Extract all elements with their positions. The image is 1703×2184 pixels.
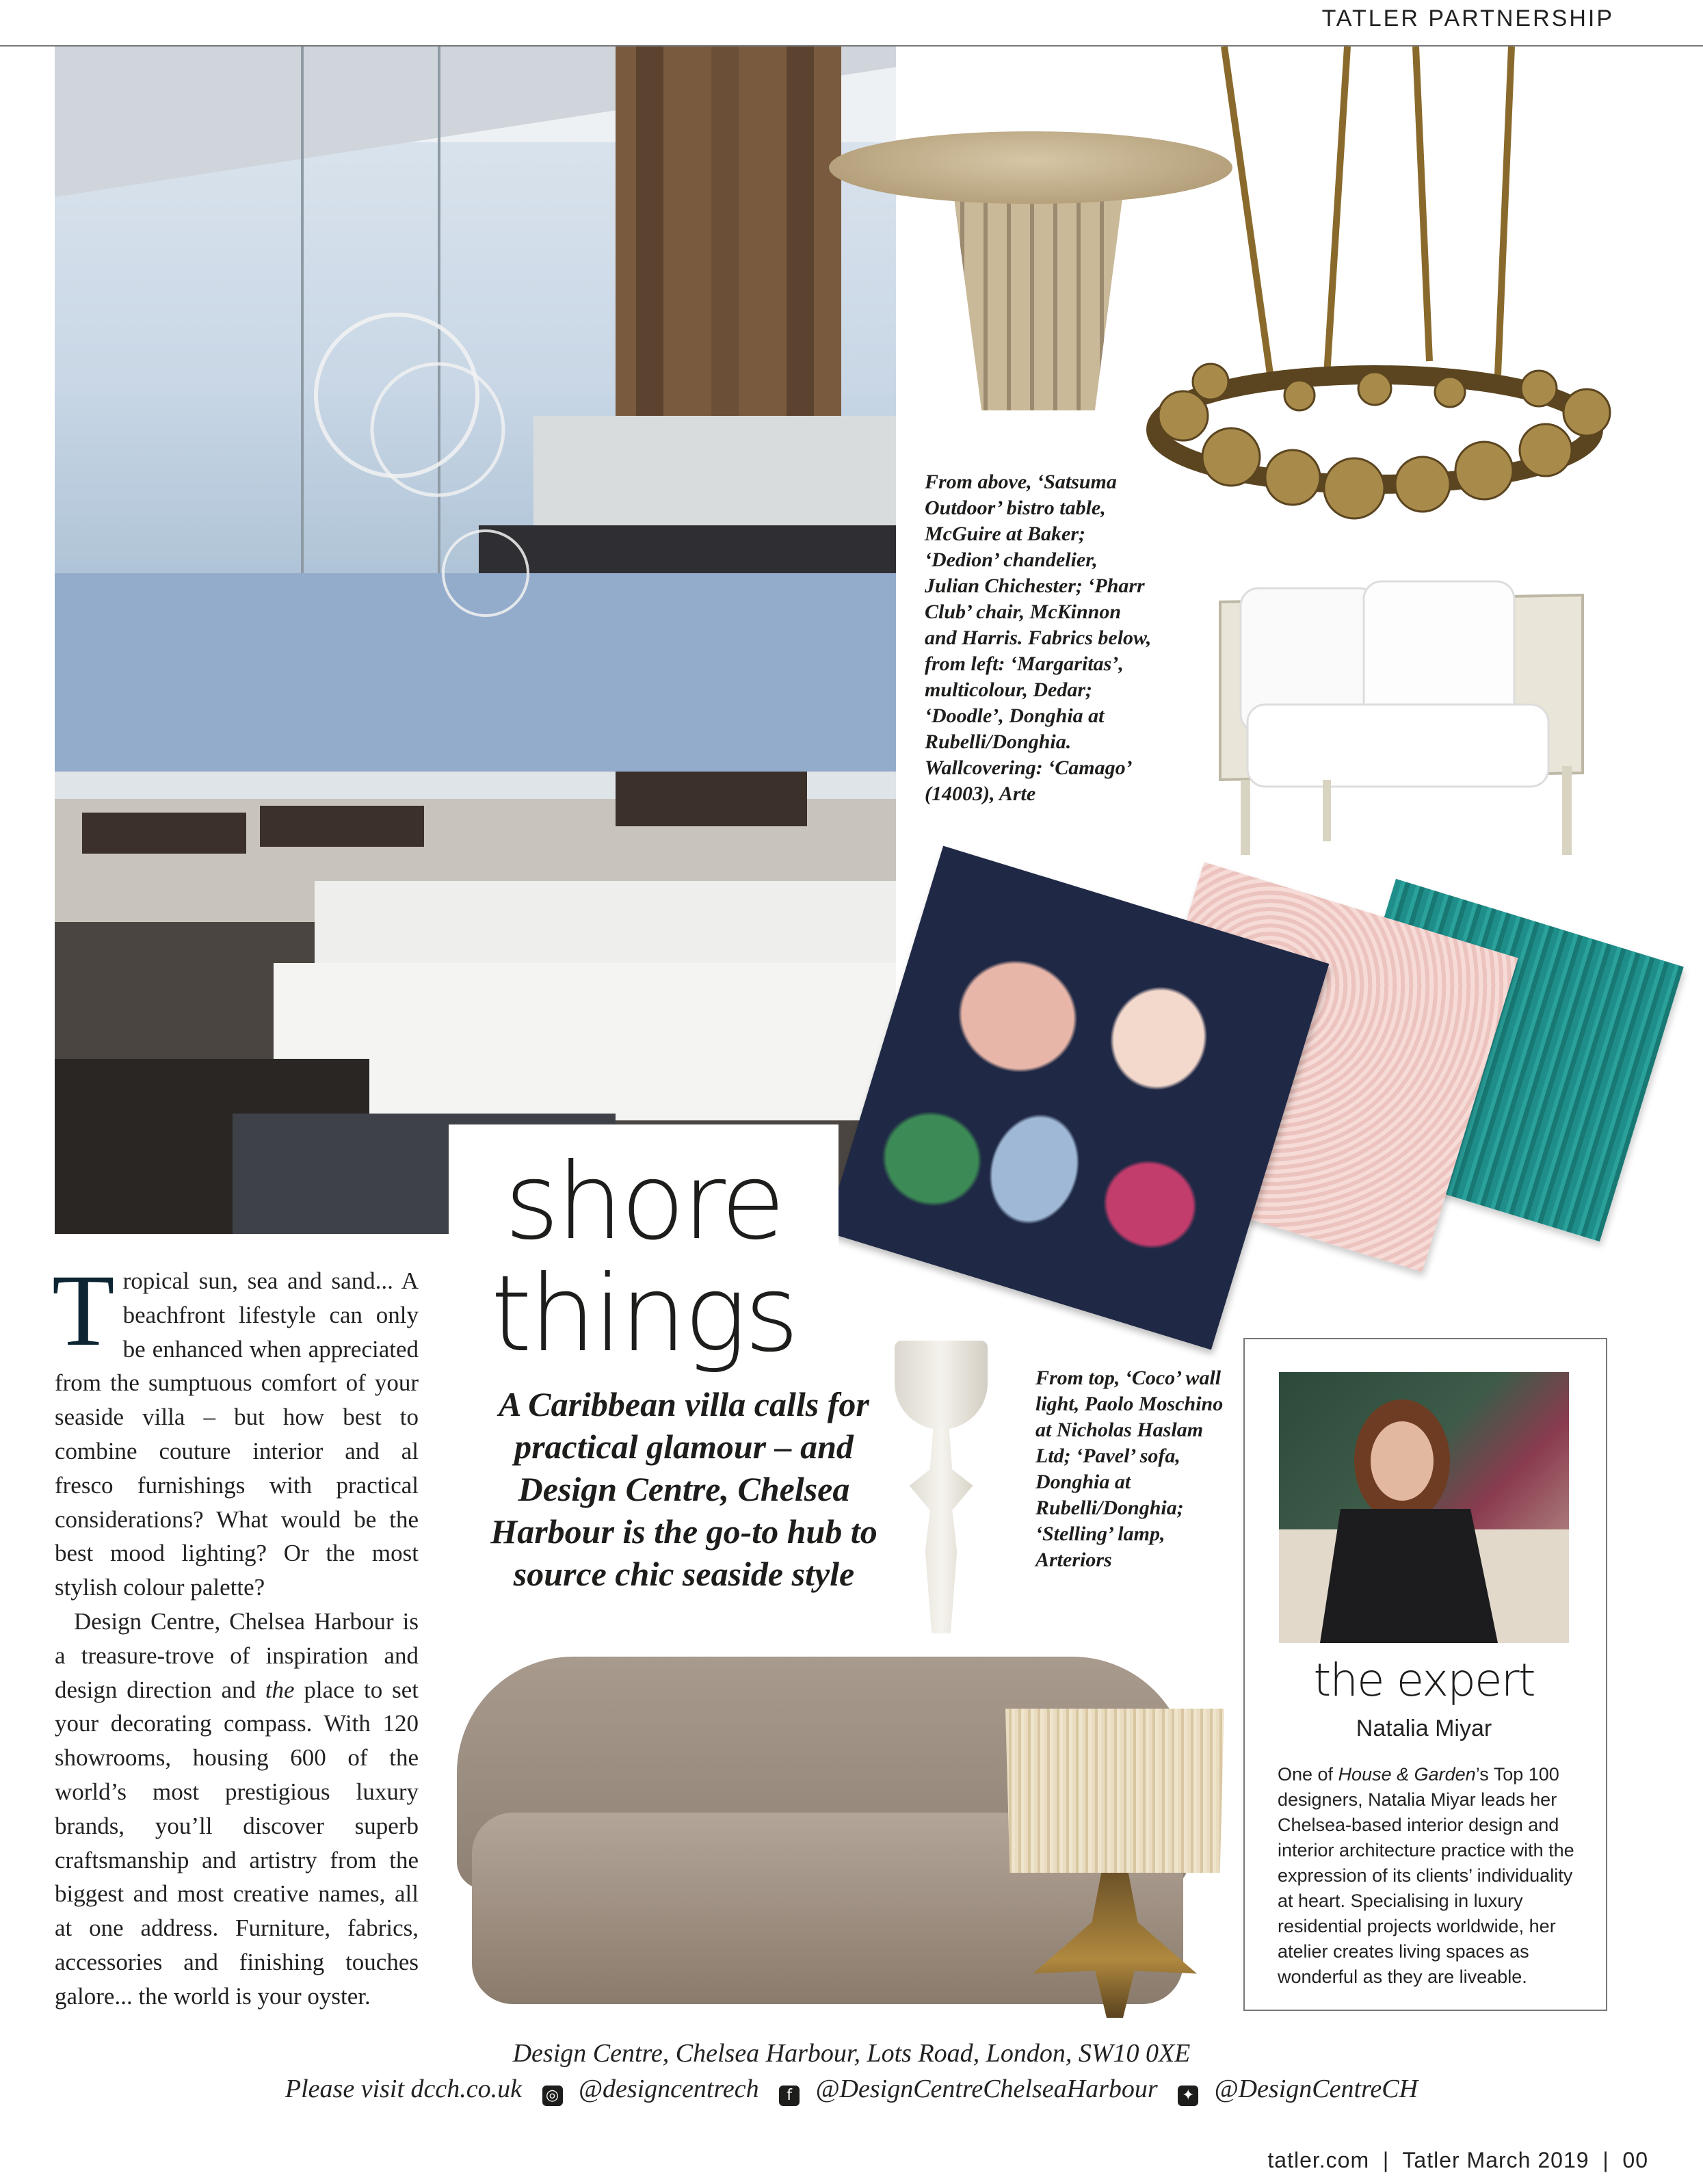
instagram-handle[interactable]: @designcentrech — [579, 2075, 759, 2103]
expert-bio — [1278, 1762, 1592, 1990]
drop-cap: T — [52, 1254, 115, 1367]
expert-bio-publication: House & Garden — [1338, 1764, 1476, 1785]
body-paragraph-1 — [52, 1254, 419, 1605]
title-line-2: things — [490, 1253, 797, 1376]
page-footer — [1267, 2148, 1648, 2173]
twitter-handle[interactable]: @DesignCentreCH — [1214, 2075, 1418, 2103]
lamp-shade — [1005, 1709, 1224, 1873]
article-title — [449, 1124, 839, 1376]
facebook-icon: f — [779, 2086, 800, 2106]
wall-light-shade — [895, 1341, 988, 1430]
product-caption-above: From above, ‘Satsuma Outdoor’ bistro table, McGuire at Baker; ‘Dedion’ chandelier, Julian Chichester; ‘Pharr Club’ chair, McKinnon and Harris. Fabrics below, from left: ‘Margaritas’, multicolour, Dedar; ‘Doodle’, Donghia at Rubelli/Donghia. Wallcovering: ‘Camago’ (14003), Arte — [925, 471, 1152, 805]
visit-website-link[interactable]: Please visit dcch.co.uk — [285, 2075, 522, 2103]
footer-site: tatler.com — [1267, 2148, 1370, 2172]
instagram-icon: ◎ — [542, 2086, 563, 2106]
partnership-header: TATLER PARTNERSHIP — [1321, 5, 1614, 31]
footer-divider-2: | — [1596, 2148, 1616, 2172]
paragraph-2-text-a: Design Centre, Chelsea Harbour is a treasure-trove of inspiration and design direction and — [55, 1607, 419, 1703]
wall-light-body — [901, 1428, 981, 1633]
club-chair-photo — [1200, 575, 1603, 862]
chandelier-photo — [1128, 47, 1628, 525]
paragraph-2-emphasis: the — [265, 1676, 295, 1703]
chandelier-graphic — [1128, 47, 1628, 525]
article-body — [52, 1254, 419, 2014]
footer-divider: | — [1376, 2148, 1397, 2172]
paragraph-1-text: ropical sun, sea and sand... A beachfront lifestyle can only be enhanced when appreciated from the sumptuous comfort of your seaside villa – but how best to combine couture interior and al fresco furnishings with practical considerations? What would be the best mood lighting? Or the most stylish colour palette? — [55, 1267, 419, 1601]
expert-bio-b: ’s Top 100 designers, Natalia Miyar leads her Chelsea-based interior design and interior architecture practice with the expression of its clients’ individuality at heart. Specialising in luxury residential projects worldwide, her atelier creates living spaces as wonderful as they are liveable. — [1278, 1764, 1574, 1987]
expert-name: Natalia Miyar — [1356, 1715, 1492, 1741]
page-number: 00 — [1622, 2148, 1648, 2172]
title-line-1: shore — [504, 1141, 783, 1263]
article-standfirst: A Caribbean villa calls for practical glamour – and Design Centre, Chelsea Harbour is the go-to hub to source chic seaside style — [490, 1385, 877, 1593]
villa-scene — [55, 47, 896, 1234]
footer-address: Design Centre, Chelsea Harbour, Lots Road, London, SW10 0XE — [512, 2039, 1191, 2068]
villa-interior-photo — [55, 47, 896, 1234]
bistro-table-base — [937, 192, 1139, 410]
expert-portrait-photo — [1279, 1372, 1569, 1643]
body-paragraph-2 — [55, 1605, 419, 2014]
product-caption-top: From top, ‘Coco’ wall light, Paolo Moschino at Nicholas Haslam Ltd; ‘Pavel’ sofa, Donghia at Rubelli/Donghia; ‘Stelling’ lamp, Arteriors — [1035, 1367, 1224, 1571]
facebook-handle[interactable]: @DesignCentreChelseaHarbour — [815, 2075, 1158, 2103]
expert-heading: the expert — [1313, 1654, 1535, 1707]
twitter-icon: ✦ — [1178, 2086, 1198, 2106]
footer-social — [0, 2074, 1703, 2106]
expert-bio-a: One of — [1278, 1764, 1338, 1785]
club-chair-graphic — [1200, 575, 1603, 862]
paragraph-2-text-b: place to set your decorating compass. With 120 showrooms, housing 600 of the world’s most prestigious luxury brands, you’ll discover superb craftsmanship and artistry from the biggest and most creative names, all at one address. Furniture, fabrics, accessories and finishing touches galore... the world is your oyster. — [55, 1676, 419, 2010]
footer-issue: Tatler March 2019 — [1402, 2148, 1589, 2172]
expert-portrait-graphic — [1279, 1372, 1569, 1643]
